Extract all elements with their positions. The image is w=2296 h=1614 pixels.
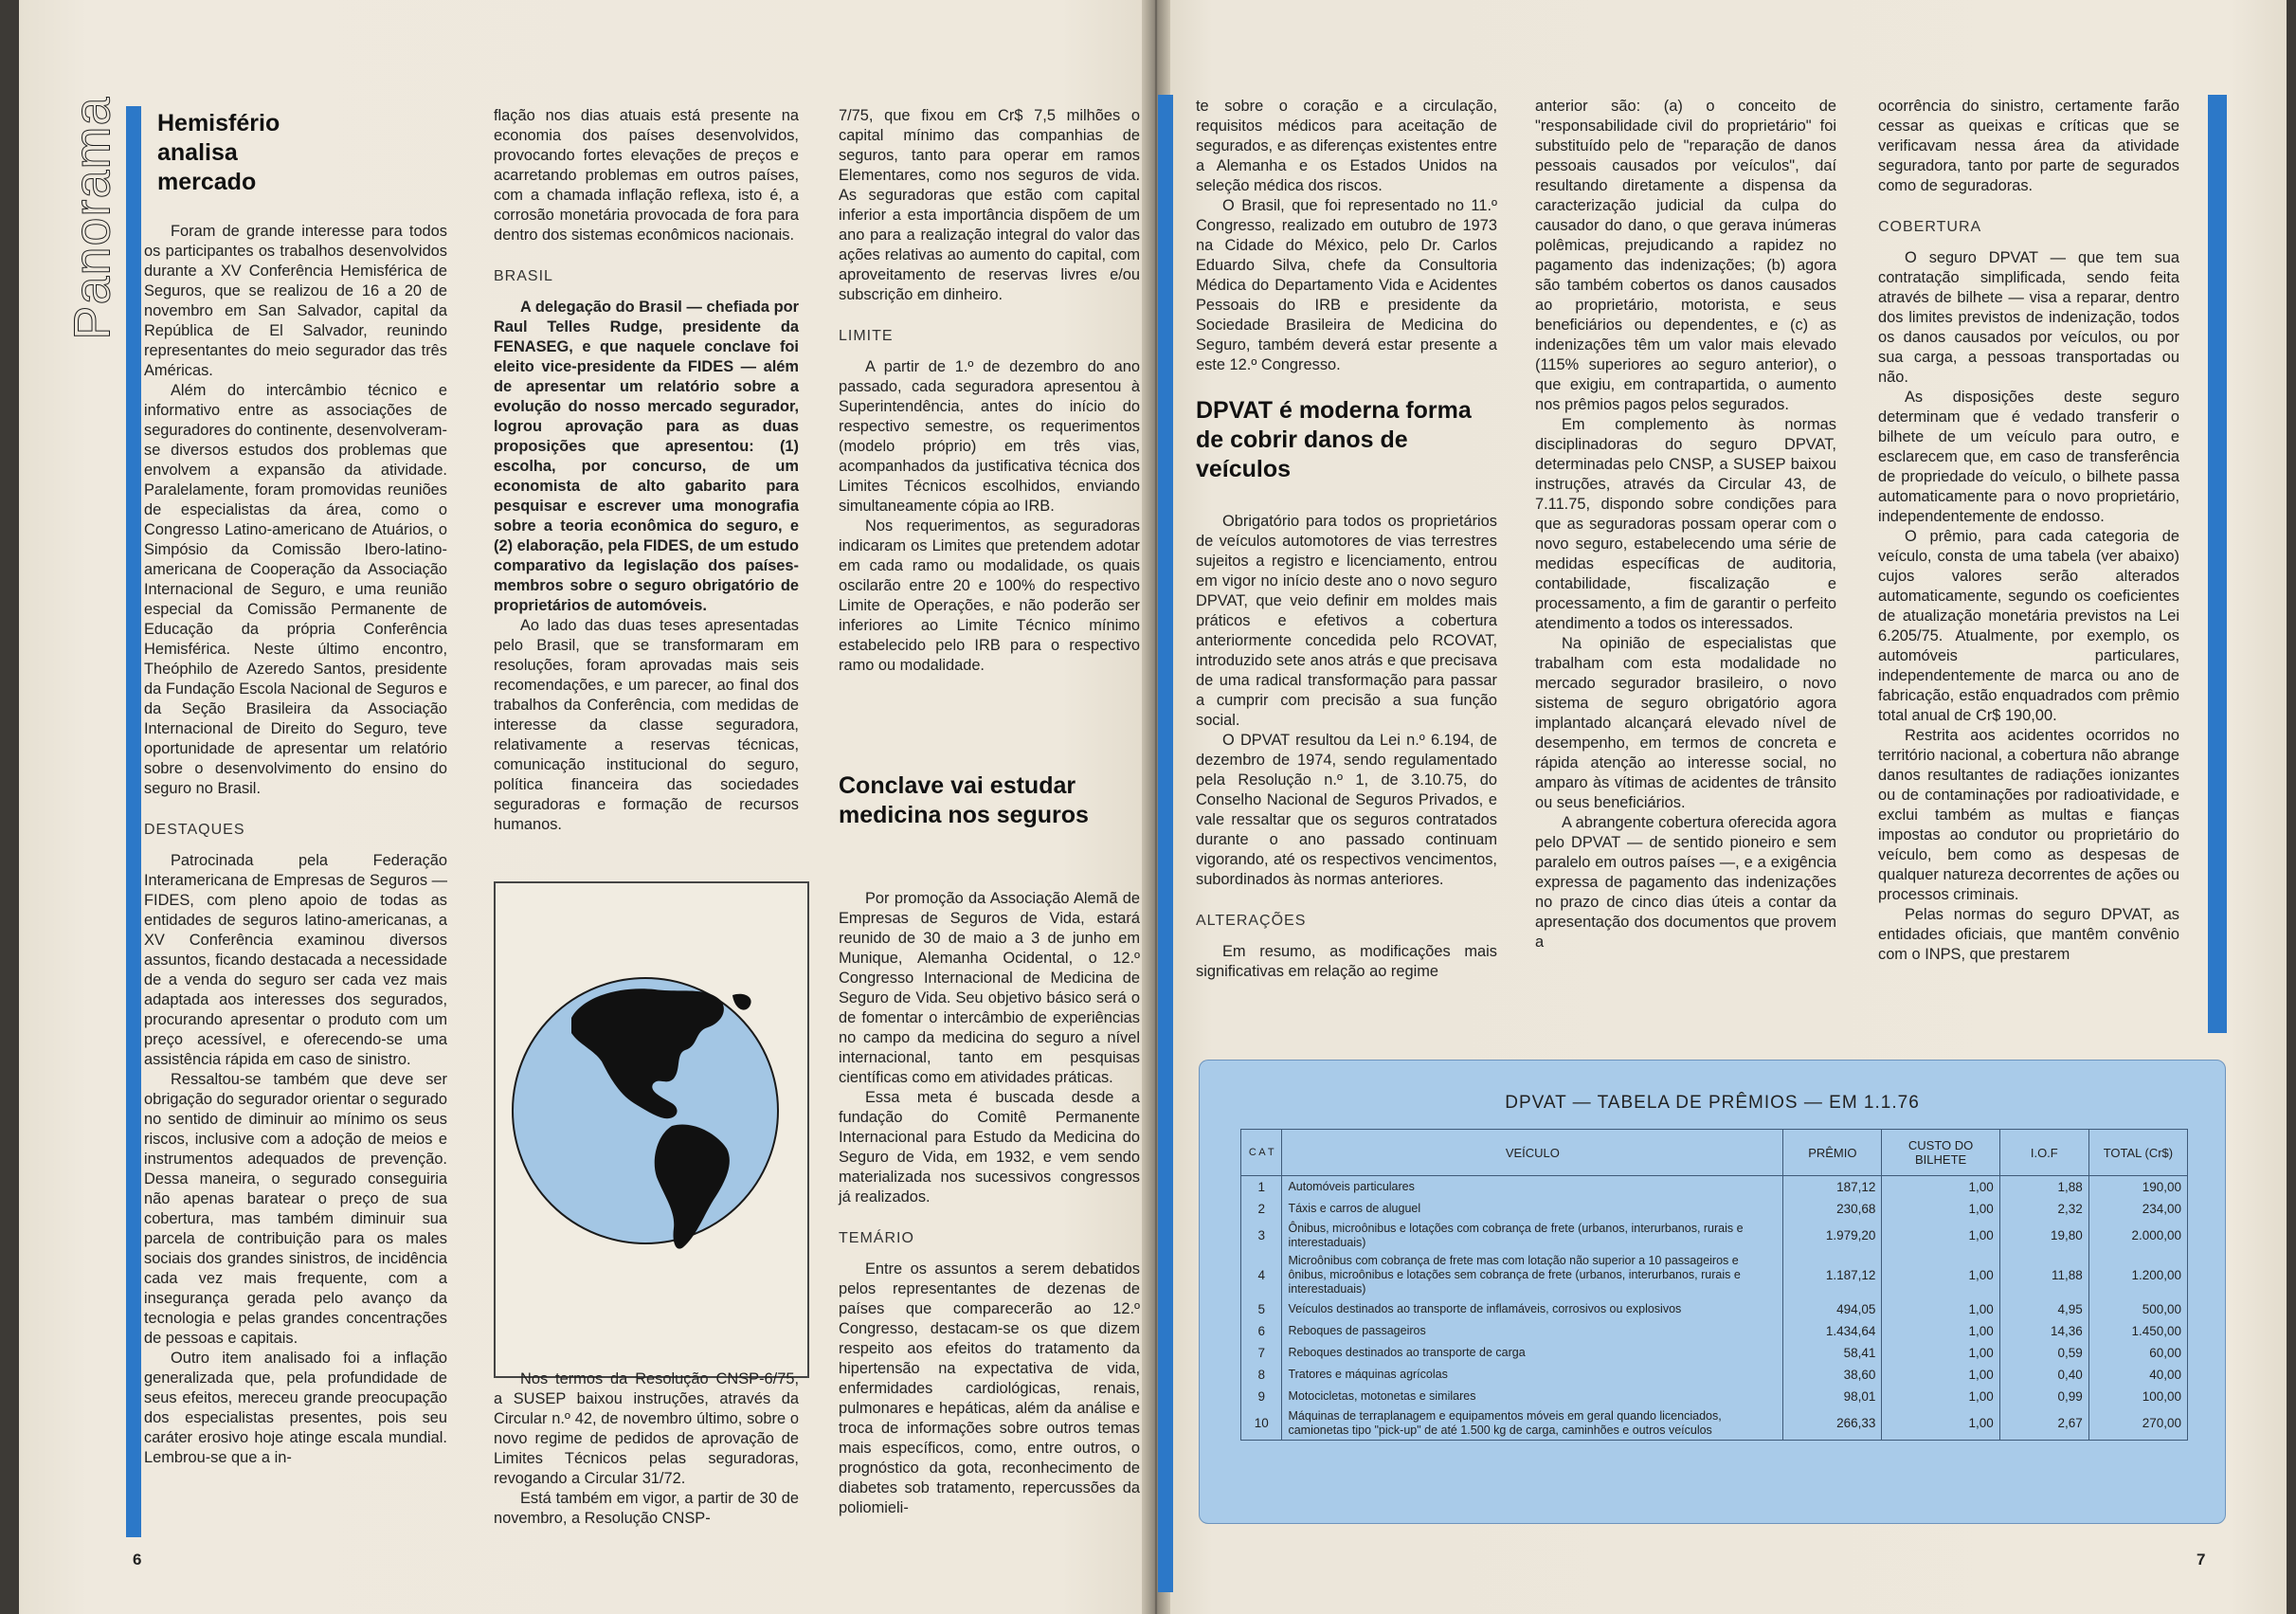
col-header-total: TOTAL (Cr$) bbox=[2088, 1130, 2187, 1176]
col-header-cat: C A T bbox=[1241, 1130, 1282, 1176]
paragraph: Nos requerimentos, as seguradoras indicaram os Limites que pretendem adotar em cada ramo ou modalidade, os quais oscilarão entre 20 e 100% do respectivo Limite de Operações, e não poderão ser inferiores ao Limite Técnico mínimo estabelecido pelo IRB para o respectivo ramo ou modalidade. bbox=[839, 517, 1140, 674]
cell-veiculo: Ônibus, microônibus e lotações com cobrança de frete (urbanos, interurbanos, rurais e interestaduais) bbox=[1282, 1220, 1783, 1252]
cell-custo: 1,00 bbox=[1882, 1364, 1999, 1386]
cell-custo: 1,00 bbox=[1882, 1298, 1999, 1320]
cell-total: 40,00 bbox=[2088, 1364, 2187, 1386]
cell-cat: 6 bbox=[1241, 1320, 1282, 1342]
cell-total: 500,00 bbox=[2088, 1298, 2187, 1320]
col-header-premio: PRÊMIO bbox=[1783, 1130, 1882, 1176]
cell-cat: 1 bbox=[1241, 1176, 1282, 1198]
col-header-veiculo: VEÍCULO bbox=[1282, 1130, 1783, 1176]
cell-cat: 9 bbox=[1241, 1386, 1282, 1407]
cell-veiculo: Tratores e máquinas agrícolas bbox=[1282, 1364, 1783, 1386]
cell-cat: 4 bbox=[1241, 1252, 1282, 1298]
cell-cat: 8 bbox=[1241, 1364, 1282, 1386]
right-column-1 bbox=[1196, 97, 1497, 375]
paragraph: Além do intercâmbio técnico e informativo entre as associações de seguradores do continente, desenvolveram-se diversos estudos dos problemas que envolvem a expansão da atividade. Paralelamente, foram promovidas reuniões de especialistas da área, como o Congresso Latino-americano de Atuários, o Simpósio da Comissão Ibero-latino-americana de Cooperação da Associação Internacional de Seguro, e uma reunião especial da Comissão Permanente de Educação da própria Conferência Hemisférica. Neste último encontro, Theóphilo de Azeredo Santos, presidente da Fundação Escola Nacional de Seguros e da Seção Brasileira da Associação Internacional de Direito do Seguro, teve oportunidade de apresentar um relatório sobre o desenvolvimento do ensino do seguro no Brasil. bbox=[144, 382, 447, 797]
dpvat-premium-table bbox=[1240, 1129, 2188, 1441]
cell-cat: 10 bbox=[1241, 1407, 1282, 1441]
paragraph: Patrocinada pela Federação Interamericana de Empresas de Seguros — FIDES, com pleno apoio de todas as entidades de seguros latino-americanas, a XV Conferência examinou diversos assuntos, ficando destacada a necessidade de a venda do seguro ser cada vez mais adaptada aos interesses dos segurados, procurando apresentar o produto com um preço acessível, e oferecendo-se uma assistência rápida em caso de sinistro. bbox=[144, 852, 447, 1068]
blue-accent-bar-right-outer bbox=[2208, 95, 2227, 1033]
article-column-3 bbox=[839, 106, 1140, 676]
col-header-iof: I.O.F bbox=[1999, 1130, 2088, 1176]
right-column-2 bbox=[1535, 97, 1836, 952]
cell-veiculo: Automóveis particulares bbox=[1282, 1176, 1783, 1198]
paragraph: ocorrência do sinistro, certamente farão cessar as queixas e críticas que se verificavam nessa área da atividade seguradora, tanto por parte de segurados como de seguradoras. bbox=[1878, 98, 2179, 194]
paragraph: Pelas normas do seguro DPVAT, as entidades oficiais, que mantêm convênio com o INPS, que prestarem bbox=[1878, 906, 2179, 963]
table-row bbox=[1241, 1407, 2188, 1441]
article-conclave-body bbox=[839, 889, 1140, 1518]
cell-veiculo: Táxis e carros de aluguel bbox=[1282, 1198, 1783, 1220]
americas-globe-illustration bbox=[494, 881, 809, 1378]
globe-icon bbox=[496, 883, 807, 1376]
paragraph: O prêmio, para cada categoria de veículo, consta de uma tabela (ver abaixo) cujos valores serão alterados automaticamente, segundo os coeficientes de atualização monetária previstos na Lei 6.205/75. Atualmente, por exemplo, os automóveis particulares, independentemente de marca ou ano de fabricação, estão enquadrados com prêmio total anual de Cr$ 190,00. bbox=[1878, 528, 2179, 724]
table-row bbox=[1241, 1320, 2188, 1342]
cell-cat: 3 bbox=[1241, 1220, 1282, 1252]
article-column-2 bbox=[494, 106, 799, 835]
subhead-brasil: BRASIL bbox=[494, 268, 553, 284]
paragraph: Obrigatório para todos os proprietários de veículos automotores de vias terrestres sujeitos a registro e licenciamento, entrou em vigor no início deste ano o novo seguro DPVAT, que veio definir em moldes mais práticos e efetivos a cobertura anteriormente concedida pelo RCOVAT, introduzido sete anos atrás e que precisava de uma radical transformação para passar a cumprir com precisão a sua função social. bbox=[1196, 513, 1497, 729]
right-column-3 bbox=[1878, 97, 2179, 965]
table-row bbox=[1241, 1342, 2188, 1364]
table-row bbox=[1241, 1364, 2188, 1386]
paragraph: flação nos dias atuais está presente na economia dos países desenvolvidos, provocando fortes elevações de preços e acarretando problemas em outros países, com a chamada inflação reflexa, isto é, a corrosão monetária provocada de fora para dentro dos sistemas econômicos nacionais. bbox=[494, 107, 799, 244]
paragraph: Essa meta é buscada desde a fundação do Comitê Permanente Internacional para Estudo da Medicina do Seguro de Vida, em 1932, e vem sendo materializada nos sucessivos congressos já realizados. bbox=[839, 1089, 1140, 1206]
cell-iof: 0,40 bbox=[1999, 1364, 2088, 1386]
cell-total: 270,00 bbox=[2088, 1407, 2187, 1441]
paragraph: O Brasil, que foi representado no 11.º Congresso, realizado em outubro de 1973 na Cidade do México, pelo Dr. Carlos Eduardo Silva, chefe da Consultoria Médica do Departamento Vida e Acidentes Pessoais do IRB e presidente da Sociedade Brasileira de Medicina do Seguro, também deverá estar presente a este 12.º Congresso. bbox=[1196, 197, 1497, 373]
cell-premio: 1.434,64 bbox=[1783, 1320, 1882, 1342]
cell-iof: 2,32 bbox=[1999, 1198, 2088, 1220]
paragraph: A partir de 1.º de dezembro do ano passado, cada seguradora apresentou à Superintendência, antes do início do respectivo semestre, os requerimentos (modelo próprio) em três vias, acompanhados da justificativa técnica dos Limites Técnicos escolhidos, enviando simultaneamente cópia ao IRB. bbox=[839, 358, 1140, 515]
paragraph: Entre os assuntos a serem debatidos pelos representantes de dezenas de países que comparecerão ao 12.º Congresso, destacam-se os que dizem respeito aos efeitos do tratamento da hipertensão na expectativa de vida, enfermidades cardiológicas, renais, pulmonares e hepáticas, além da análise e troca de informações sobre outros temas mais específicos, como, entre outros, o prognóstico da gota, reconhecimento de diabetes sob tratamento, repercussões da poliomieli- bbox=[839, 1260, 1140, 1516]
article-dpvat-body bbox=[1196, 512, 1497, 982]
cell-premio: 230,68 bbox=[1783, 1198, 1882, 1220]
table-row bbox=[1241, 1220, 2188, 1252]
cell-iof: 19,80 bbox=[1999, 1220, 2088, 1252]
table-row bbox=[1241, 1198, 2188, 1220]
cell-total: 234,00 bbox=[2088, 1198, 2187, 1220]
cell-total: 190,00 bbox=[2088, 1176, 2187, 1198]
paragraph: te sobre o coração e a circulação, requisitos médicos para aceitação de segurados, e as diferenças existentes entre a Alemanha e os Estados Unidos na seleção médica dos riscos. bbox=[1196, 98, 1497, 194]
subhead-alteracoes: ALTERAÇÕES bbox=[1196, 913, 1307, 929]
cell-premio: 58,41 bbox=[1783, 1342, 1882, 1364]
headline-hemisferio: Hemisfério analisa mercado bbox=[157, 110, 280, 195]
cell-premio: 98,01 bbox=[1783, 1386, 1882, 1407]
cell-veiculo: Reboques de passageiros bbox=[1282, 1320, 1783, 1342]
cell-total: 60,00 bbox=[2088, 1342, 2187, 1364]
cell-total: 1.200,00 bbox=[2088, 1252, 2187, 1298]
section-title-vertical: Panorama bbox=[64, 96, 121, 340]
cell-premio: 187,12 bbox=[1783, 1176, 1882, 1198]
paragraph: Em resumo, as modificações mais significativas em relação ao regime bbox=[1196, 943, 1497, 980]
cell-iof: 4,95 bbox=[1999, 1298, 2088, 1320]
paragraph: As disposições deste seguro determinam que é vedado transferir o bilhete de um veículo para outro, e esclarecem que, em caso de transferência de propriedade do veículo, o bilhete passa automaticamente para o novo proprietário, independentemente de endosso. bbox=[1878, 389, 2179, 525]
cell-custo: 1,00 bbox=[1882, 1320, 1999, 1342]
cell-custo: 1,00 bbox=[1882, 1176, 1999, 1198]
cell-iof: 1,88 bbox=[1999, 1176, 2088, 1198]
cell-custo: 1,00 bbox=[1882, 1407, 1999, 1441]
paragraph: Restrita aos acidentes ocorridos no território nacional, a cobertura não abrange danos resultantes de radiações ionizantes ou de contaminações por radioatividade, e exclui também as multas e fianças impostas ao condutor ou proprietário do veículo, bem como as despesas de qualquer natureza decorrentes de ações ou processos criminais. bbox=[1878, 727, 2179, 903]
page-number-left: 6 bbox=[133, 1551, 142, 1569]
dpvat-premium-table-box bbox=[1199, 1060, 2226, 1524]
paragraph: Ao lado das duas teses apresentadas pelo Brasil, que se transformaram em resoluções, foram aprovadas mais seis recomendações, e um parecer, ao final dos trabalhos da Conferência, com medidas de interesse da classe seguradora, relativamente a reservas técnicas, comunicação institucional do seguro, política financeira das sociedades seguradoras e formação de recursos humanos. bbox=[494, 617, 799, 833]
table-row bbox=[1241, 1298, 2188, 1320]
table-row bbox=[1241, 1252, 2188, 1298]
cell-cat: 7 bbox=[1241, 1342, 1282, 1364]
paragraph: Na opinião de especialistas que trabalham com esta modalidade no mercado segurador brasileiro, o novo sistema de seguro obrigatório agora implantado alcançará elevado nível de desempenho, em termos de concreta e rápida atenção ao interesse social, no amparo às vítimas de acidentes de trânsito ou seus beneficiários. bbox=[1535, 635, 1836, 811]
cell-veiculo: Microônibus com cobrança de frete mas com lotação não superior a 10 passageiros e ônibus, microônibus e lotações sem cobrança de frete (urbanos, interurbanos, rurais e interestaduais) bbox=[1282, 1252, 1783, 1298]
blue-accent-bar-right-inner bbox=[1158, 95, 1173, 1592]
subhead-cobertura: COBERTURA bbox=[1878, 219, 1982, 235]
cell-premio: 1.979,20 bbox=[1783, 1220, 1882, 1252]
cell-cat: 2 bbox=[1241, 1198, 1282, 1220]
cell-iof: 11,88 bbox=[1999, 1252, 2088, 1298]
cell-iof: 0,59 bbox=[1999, 1342, 2088, 1364]
cell-cat: 5 bbox=[1241, 1298, 1282, 1320]
subhead-temario: TEMÁRIO bbox=[839, 1230, 914, 1246]
cell-veiculo: Reboques destinados ao transporte de carga bbox=[1282, 1342, 1783, 1364]
paragraph: O DPVAT resultou da Lei n.º 6.194, de dezembro de 1974, sendo regulamentado pela Resolução n.º 1, de 3.10.75, do Conselho Nacional de Seguros Privados, e vale ressaltar que os seguros contratados durante o ano passado continuam vigorando, até os respectivos vencimentos, subordinados às normas anteriores. bbox=[1196, 732, 1497, 888]
article-column-2-bottom bbox=[494, 1369, 799, 1529]
blue-accent-bar-left bbox=[126, 106, 141, 1537]
cell-total: 2.000,00 bbox=[2088, 1220, 2187, 1252]
paragraph: A abrangente cobertura oferecida agora pelo DPVAT — de sentido pioneiro e sem paralelo em outros países —, e a exigência expressa de pagamento das indenizações no prazo de cinco dias úteis a contar da apresentação dos documentos que provem a bbox=[1535, 814, 1836, 951]
cell-custo: 1,00 bbox=[1882, 1252, 1999, 1298]
paragraph: Em complemento às normas disciplinadoras do seguro DPVAT, determinadas pelo CNSP, a SUSEP baixou instruções, através da Circular 43, de 7.11.75, dispondo sobre condições para que as seguradoras possam operar com o novo seguro, estabelecendo uma série de medidas específicas de auditoria, contabilidade, fiscalização e processamento, a fim de garantir o perfeito atendimento a todos os interessados. bbox=[1535, 416, 1836, 632]
paragraph: anterior são: (a) o conceito de "responsabilidade civil do proprietário" foi substituído pelo de "reparação de danos pessoais causados por veículos", daí resultando diretamente a dispensa da caracterização judicial da culpa do causador do dano, o que gerava inúmeras polêmicas, prejudicando a rapidez no pagamento das indenizações; (b) agora são também cobertos os danos causados ao proprietário, motorista, e seus beneficiários ou dependentes, e (c) as indenizações têm um valor mais elevado (115% superiores ao seguro anterior), o que exigiu, em contrapartida, o aumento nos prêmios pagos pelos segurados. bbox=[1535, 98, 1836, 413]
cell-total: 100,00 bbox=[2088, 1386, 2187, 1407]
cell-custo: 1,00 bbox=[1882, 1342, 1999, 1364]
cell-premio: 494,05 bbox=[1783, 1298, 1882, 1320]
paragraph: Foram de grande interesse para todos os participantes os trabalhos desenvolvidos durante a XV Conferência Hemisférica de Seguros, que se realizou de 16 a 20 de novembro em San Salvador, capital da República de El Salvador, reunindo representantes do meio segurador das três Américas. bbox=[144, 223, 447, 379]
subhead-destaques: DESTAQUES bbox=[144, 822, 245, 838]
subhead-limite: LIMITE bbox=[839, 328, 894, 344]
cell-iof: 14,36 bbox=[1999, 1320, 2088, 1342]
cell-iof: 2,67 bbox=[1999, 1407, 2088, 1441]
cell-custo: 1,00 bbox=[1882, 1220, 1999, 1252]
headline-dpvat: DPVAT é moderna forma de cobrir danos de veículos bbox=[1196, 397, 1472, 482]
table-title: DPVAT — TABELA DE PRÊMIOS — EM 1.1.76 bbox=[1505, 1093, 1920, 1113]
paragraph: O seguro DPVAT — que tem sua contratação simplificada, sendo feita através de bilhete — visa a reparar, dentro dos limites previstos de indenização, todos os danos causados por veículos, ou por sua carga, a pessoas transportadas ou não. bbox=[1878, 249, 2179, 386]
table-row bbox=[1241, 1386, 2188, 1407]
paragraph: Outro item analisado foi a inflação generalizada que, pela profundidade de seus efeitos, mereceu grande preocupação dos especialistas presentes, pois seu caráter erosivo hoje atinge escala mundial. Lembrou-se que a in- bbox=[144, 1350, 447, 1466]
paragraph: Ressaltou-se também que deve ser obrigação do segurador orientar o segurado no sentido de diminuir ao mínimo os seus riscos, inclusive com a adoção de meios e instrumentos adequados de prevenção. Dessa maneira, o segurado conseguiria não apenas baratear o preço de sua cobertura, mas também diminuir sua parcela de contribuição para os males sociais dos grandes sinistros, de incidência cada vez mais frequente, com a insegurança gerada pelo avanço da tecnologia e pelas grandes concentrações de pessoas e capitais. bbox=[144, 1071, 447, 1347]
headline-conclave: Conclave vai estudar medicina nos seguros bbox=[839, 772, 1089, 828]
cell-veiculo: Máquinas de terraplanagem e equipamentos móveis em geral quando licenciados, camionetas tipo "pick-up" de até 1.500 kg de carga, caminhões e outros veículos bbox=[1282, 1407, 1783, 1441]
paragraph: A delegação do Brasil — chefiada por Raul Telles Rudge, presidente da FENASEG, e que naquele conclave foi eleito vice-presidente da FIDES — além de apresentar um relatório sobre a evolução do nosso mercado segurador, logrou aprovação para as duas proposições que apresentou: (1) escolha, por concurso, de um economista de alto gabarito para pesquisar e escrever uma monografia sobre a teoria econômica do seguro, e (2) elaboração, pela FIDES, de um estudo comparativo da legislação dos países-membros sobre o seguro obrigatório de proprietários de automóveis. bbox=[494, 299, 799, 614]
cell-custo: 1,00 bbox=[1882, 1386, 1999, 1407]
cell-custo: 1,00 bbox=[1882, 1198, 1999, 1220]
cell-veiculo: Motocicletas, motonetas e similares bbox=[1282, 1386, 1783, 1407]
cell-premio: 1.187,12 bbox=[1783, 1252, 1882, 1298]
cell-total: 1.450,00 bbox=[2088, 1320, 2187, 1342]
paragraph: Está também em vigor, a partir de 30 de novembro, a Resolução CNSP- bbox=[494, 1490, 799, 1527]
cell-iof: 0,99 bbox=[1999, 1386, 2088, 1407]
paragraph: 7/75, que fixou em Cr$ 7,5 milhões o capital mínimo das companhias de seguros, tanto para operar em ramos Elementares, como nos seguros de vida. As seguradoras que estão com capital inferior a esta importância dispõem de um ano para a realização integral do valor das ações relativas ao aumento do capital, com aproveitamento de reservas livres e/ou subscrição em dinheiro. bbox=[839, 107, 1140, 303]
paragraph: Por promoção da Associação Alemã de Empresas de Seguros de Vida, estará reunido de 30 de maio a 3 de junho em Munique, Alemanha Ocidental, o 12.º Congresso Internacional de Medicina de Seguro de Vida. Seu objetivo básico será o de fomentar o intercâmbio de experiências no campo da medicina do seguro a nível internacional, tanto em pesquisas científicas como em atividades práticas. bbox=[839, 890, 1140, 1086]
cell-premio: 38,60 bbox=[1783, 1364, 1882, 1386]
paragraph: Nos termos da Resolução CNSP-6/75, a SUSEP baixou instruções, através da Circular n.º 42, de novembro último, sobre o novo regime de pedidos de aprovação de Limites Técnicos pelas seguradoras, revogando a Circular 31/72. bbox=[494, 1370, 799, 1487]
page-number-right: 7 bbox=[2197, 1551, 2206, 1569]
article-column-1 bbox=[144, 222, 447, 1468]
table-row bbox=[1241, 1176, 2188, 1198]
cell-premio: 266,33 bbox=[1783, 1407, 1882, 1441]
col-header-custo: CUSTO DO BILHETE bbox=[1882, 1130, 1999, 1176]
cell-veiculo: Veículos destinados ao transporte de inflamáveis, corrosivos ou explosivos bbox=[1282, 1298, 1783, 1320]
